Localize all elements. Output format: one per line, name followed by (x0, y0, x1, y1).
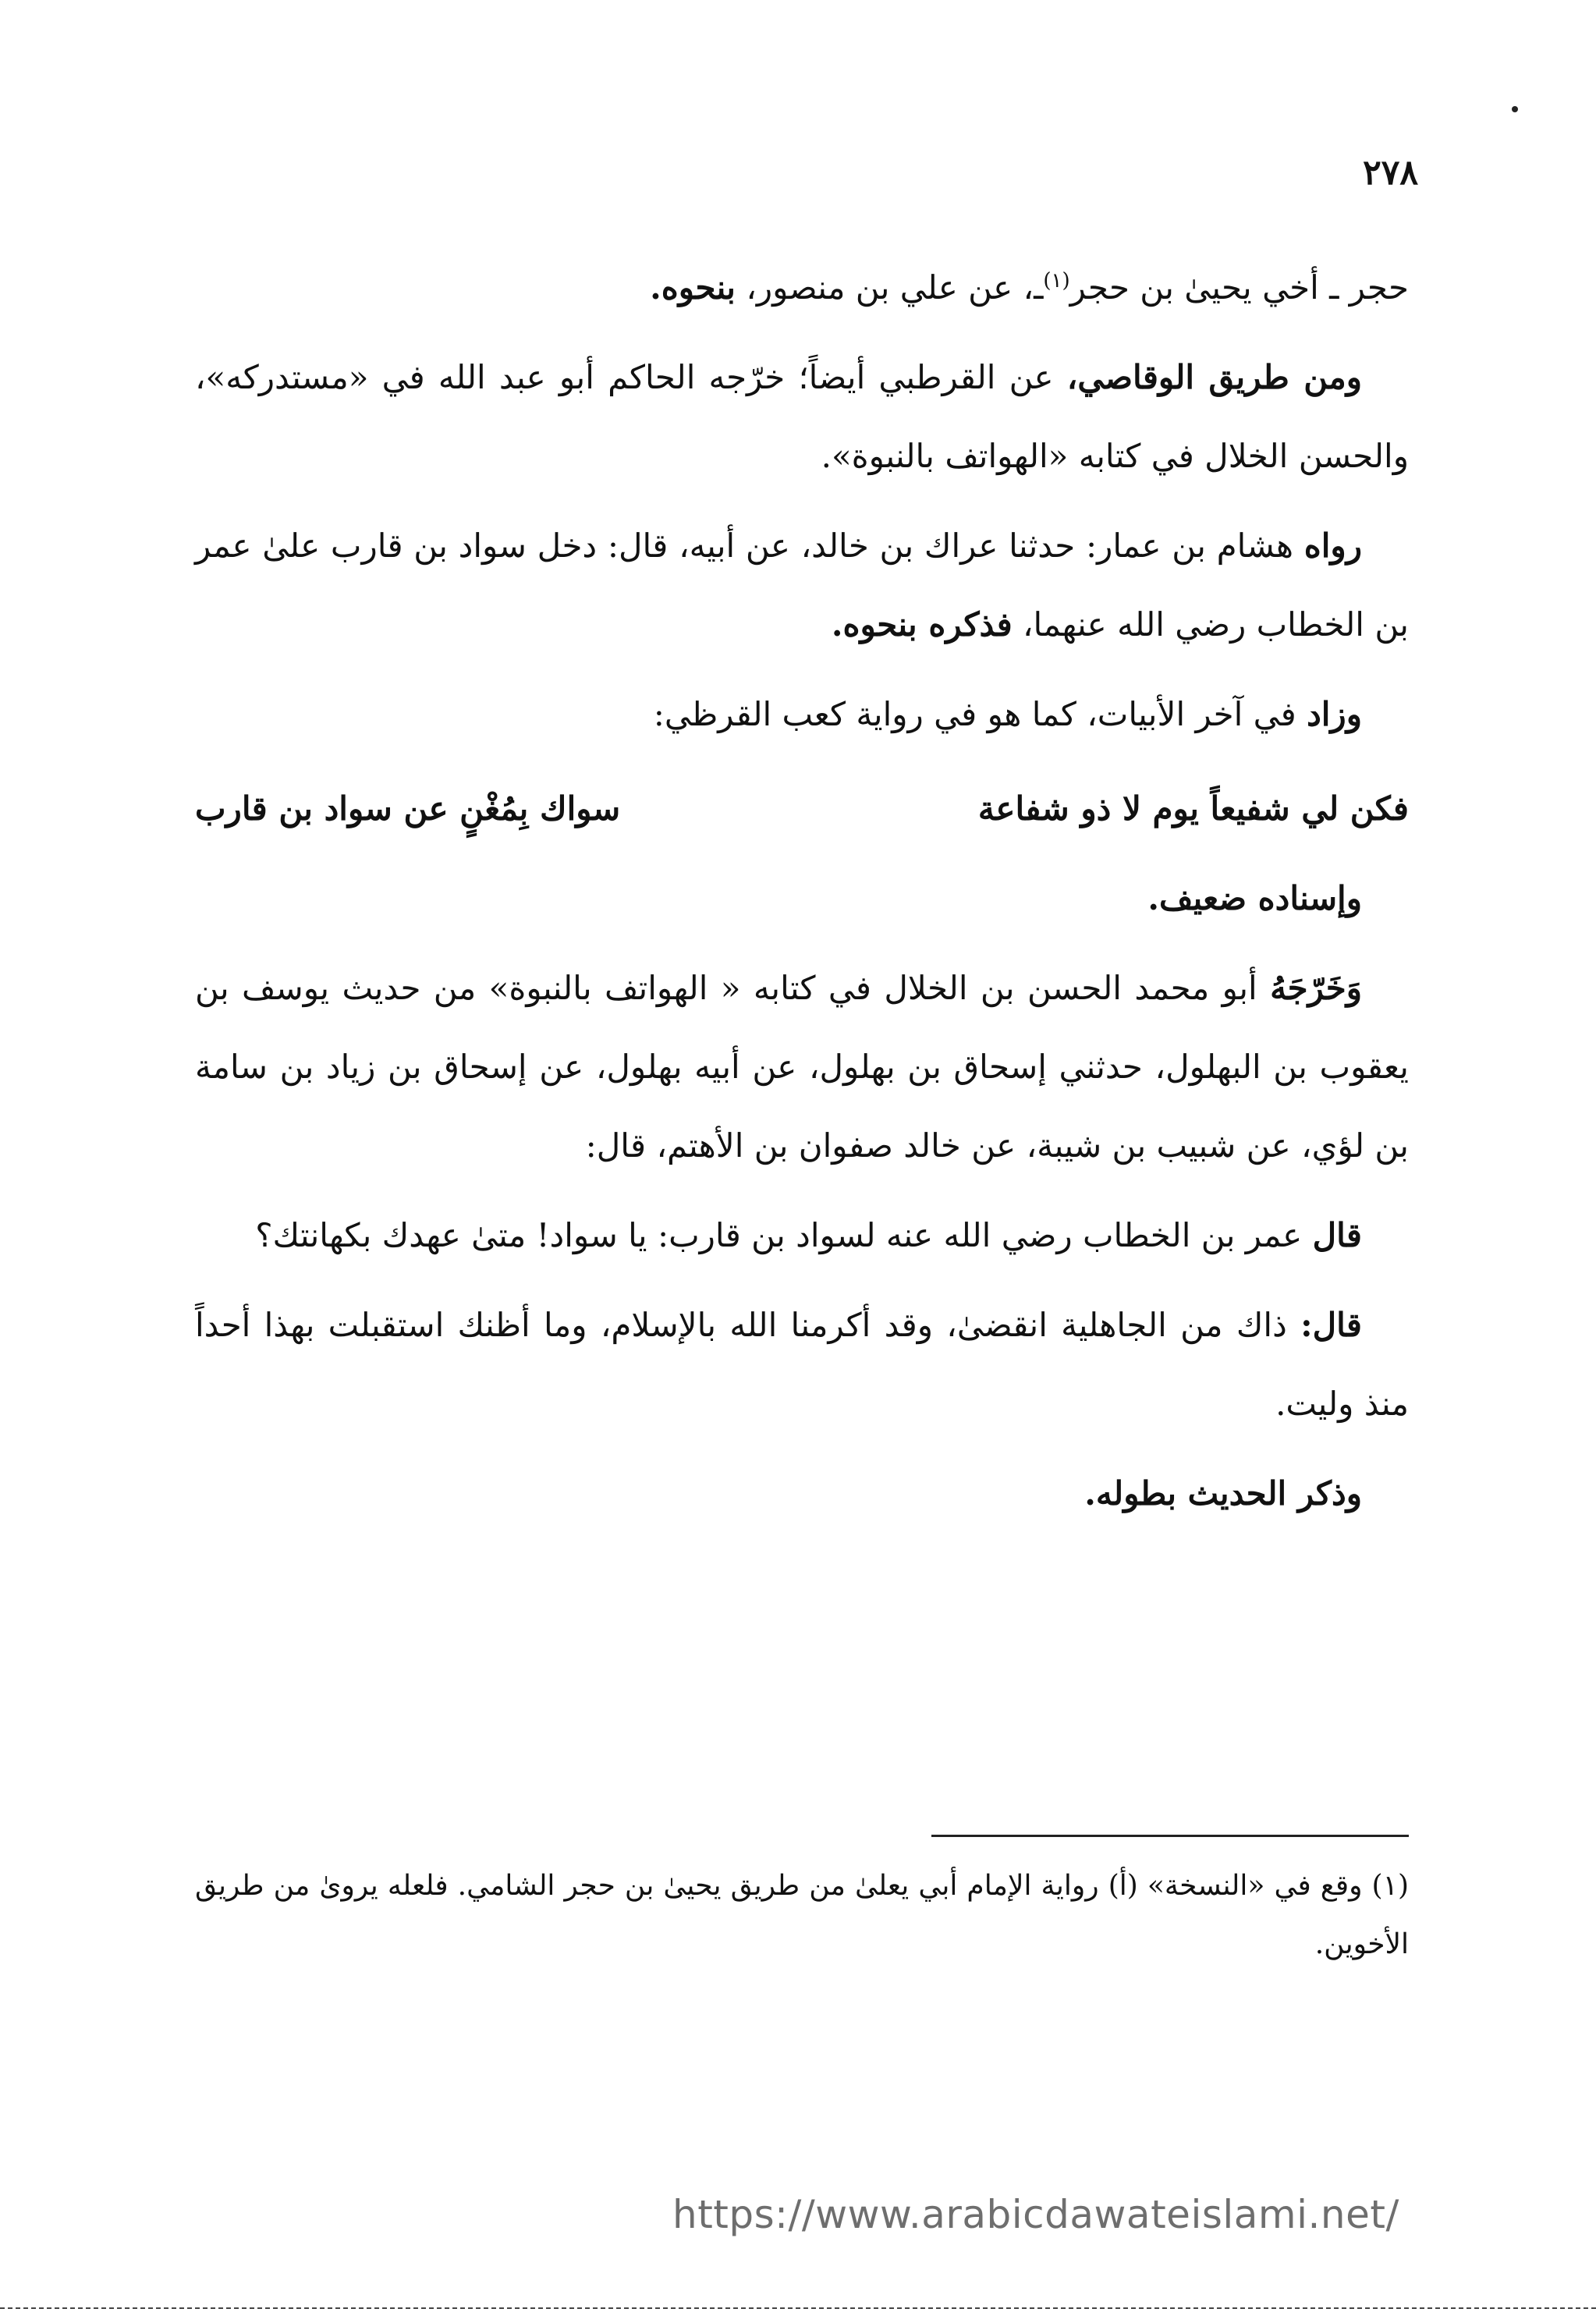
poem-verse (195, 769, 1409, 848)
paragraph-2-text: عن القرطبي أيضاً؛ خرّجه الحاكم أبو عبد الله في «مستدركه»، والحسن الخلال في كتابه «الهواتف بالنبوة». (195, 358, 1409, 475)
footnotes (195, 1857, 1409, 1974)
main-text (195, 248, 1409, 1544)
paragraph-3-bold: فذكره بنحوه. (831, 605, 1013, 644)
paragraph-2-lead: ومن طريق الوقاصي، (1066, 358, 1363, 396)
paragraph-8-text: ذاك من الجاهلية انقضىٰ، وقد أكرمنا الله بالإسلام، وما أظنك استقبلت بهذا أحداً منذ وليت. (195, 1306, 1409, 1423)
paragraph-5 (195, 859, 1409, 938)
paragraph-6 (195, 949, 1409, 1185)
paragraph-7-text: عمر بن الخطاب رضي الله عنه لسواد بن قارب: يا سواد! متىٰ عهدك بكهانتك؟ (255, 1216, 1313, 1254)
verse-first-hemistich: فكن لي شفيعاً يوم لا ذو شفاعة (977, 789, 1409, 828)
paragraph-1-text: حجر ـ أخي يحيىٰ بن حجر (1069, 268, 1409, 307)
paragraph-3-text: هشام بن عمار: حدثنا عراك بن خالد، عن أبيه، قال: دخل سواد بن قارب علىٰ عمر بن الخطاب رضي الله عنهما، (195, 527, 1409, 644)
paragraph-7 (195, 1196, 1409, 1275)
paragraph-4-lead: وزاد (1307, 695, 1362, 733)
footnote-ref-1: (١) (1043, 269, 1070, 293)
paragraph-9 (195, 1454, 1409, 1533)
paragraph-1 (195, 248, 1409, 327)
footnote-1: (١) وقع في «النسخة» (أ) رواية الإمام أبي يعلىٰ من طريق يحيىٰ بن حجر الشامي. فلعله يروىٰ من طريق الأخوين. (195, 1870, 1409, 1960)
paragraph-8-lead: قال: (1300, 1306, 1362, 1344)
verse-second-hemistich: سواك بِمُغْنٍ عن سواد بن قارب (195, 789, 621, 828)
paragraph-6-text: أبو محمد الحسن بن الخلال في كتابه « الهواتف بالنبوة» من حديث يوسف بن يعقوب بن البهلول، حدثني إسحاق بن بهلول، عن أبيه بهلول، عن إسحاق بن زياد بن سامة بن لؤي، عن شبيب بن شيبة، عن خالد صفوان بن الأهتم، قال: (195, 969, 1409, 1165)
paragraph-2 (195, 338, 1409, 495)
paragraph-4 (195, 675, 1409, 754)
paragraph-8 (195, 1286, 1409, 1443)
scan-dot (1512, 106, 1518, 112)
paragraph-3-lead: رواه (1303, 527, 1362, 565)
watermark-url: https://www.arabicdawateislami.net/ (672, 2192, 1399, 2237)
paragraph-3 (195, 506, 1409, 664)
paragraph-6-lead: وَخَرّجَهُ (1270, 969, 1362, 1007)
paragraph-7-lead: قال (1312, 1216, 1362, 1254)
scan-bottom-edge (0, 2307, 1596, 2312)
paragraph-9-lead: وذكر الحديث بطوله. (1084, 1474, 1362, 1513)
paragraph-1-text-cont: ـ، عن علي بن منصور، (735, 268, 1044, 307)
paragraph-4-text: في آخر الأبيات، كما هو في رواية كعب القرظي: (653, 695, 1307, 733)
page-number: ٢٧٨ (1363, 153, 1418, 193)
paragraph-1-bold: بنحوه. (650, 268, 736, 307)
footnote-separator (931, 1835, 1409, 1837)
paragraph-5-lead: وإسناده ضعيف. (1147, 879, 1362, 917)
